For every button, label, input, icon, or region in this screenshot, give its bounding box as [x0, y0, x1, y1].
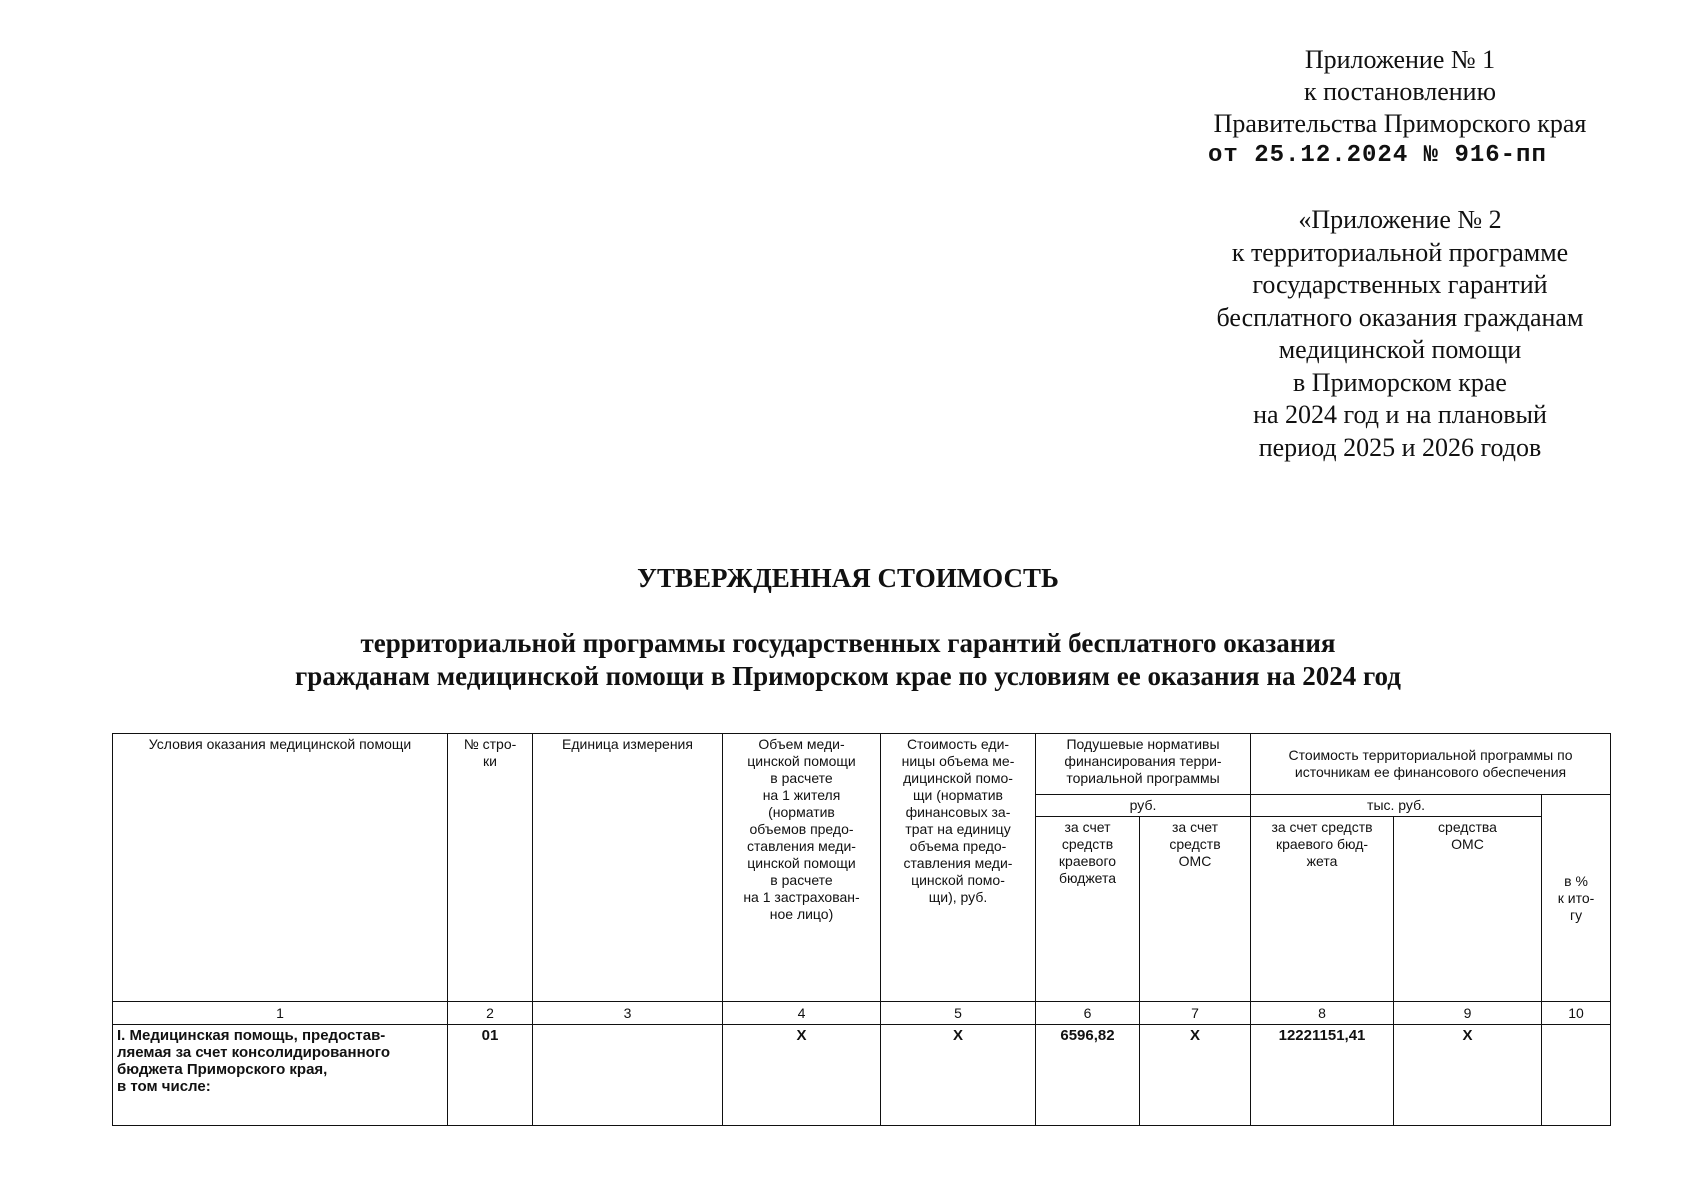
subtitle-line: гражданам медицинской помощи в Приморском крае по условиям ее оказания на 2024 год	[295, 661, 1401, 691]
header-unit: Единица измерения	[533, 734, 723, 1002]
column-number: 8	[1251, 1002, 1394, 1025]
document-subtitle	[200, 627, 1496, 693]
column-numbers-row	[113, 1002, 1611, 1025]
column-number: 10	[1542, 1002, 1611, 1025]
header-per-capita-oms: за счет средств ОМС	[1140, 817, 1251, 1002]
resolution-date-number: от 25.12.2024 № 916-пп	[1208, 142, 1547, 169]
column-number: 2	[448, 1002, 533, 1025]
cell-row-number: 01	[448, 1025, 533, 1126]
subtitle-line: территориальной программы государственных гарантий бесплатного оказания	[360, 628, 1336, 658]
cell-cost-budget: 12221151,41	[1251, 1025, 1394, 1126]
appendix2-line: к территориальной программе	[1231, 237, 1569, 267]
column-number: 6	[1036, 1002, 1140, 1025]
appendix2-line: период 2025 и 2026 годов	[1258, 432, 1542, 462]
header-conditions: Условия оказания медицинской помощи	[113, 734, 448, 1002]
cell-per-capita-budget: 6596,82	[1036, 1025, 1140, 1126]
appendix2-line: государственных гарантий	[1252, 270, 1548, 299]
header-cost-oms: средства ОМС	[1394, 817, 1542, 1002]
table-row	[113, 1025, 1611, 1126]
appendix2-line: в Приморском крае	[1293, 367, 1507, 397]
cell-per-capita-oms: Х	[1140, 1025, 1251, 1126]
column-number: 5	[881, 1002, 1036, 1025]
appendix-line: Приложение № 1	[1304, 45, 1496, 74]
header-row-number: № стро- ки	[448, 734, 533, 1002]
cell-unit-cost: Х	[881, 1025, 1036, 1126]
appendix-line: к постановлению	[1303, 77, 1497, 106]
header-unit-cost: Стоимость еди- ницы объема ме- дицинской помо- щи (норматив финансовых за- трат на единицу объема предо- ставления меди- цинской помо- щи), руб.	[881, 734, 1036, 1002]
column-number: 7	[1140, 1002, 1251, 1025]
cell-percent	[1542, 1025, 1611, 1126]
header-per-capita-group: Подушевые нормативы финансирования терри- ториальной программы	[1036, 734, 1251, 795]
header-unit-rub: руб.	[1036, 795, 1251, 817]
header-volume: Объем меди- цинской помощи в расчете на 1 жителя (норматив объемов предо- ставления меди- цинской помощи в расчете на 1 застрахован- ное лицо)	[723, 734, 881, 1002]
column-number: 3	[533, 1002, 723, 1025]
column-number: 9	[1394, 1002, 1542, 1025]
appendix-line: Правительства Приморского края	[1213, 109, 1587, 138]
appendix-header	[1180, 44, 1620, 172]
appendix2-line: «Приложение № 2	[1298, 205, 1502, 234]
table-header-row	[113, 734, 1611, 795]
cost-table	[112, 733, 1611, 1126]
column-number: 1	[113, 1002, 448, 1025]
column-number: 4	[723, 1002, 881, 1025]
header-program-cost-group: Стоимость территориальной программы по источникам ее финансового обеспечения	[1251, 734, 1611, 795]
document-title: УТВЕРЖДЕННАЯ СТОИМОСТЬ	[637, 563, 1059, 593]
appendix2-line: бесплатного оказания гражданам	[1216, 302, 1584, 332]
cell-condition: I. Медицинская помощь, предостав- ляемая за счет консолидированного бюджета Приморского края, в том числе:	[113, 1025, 448, 1126]
appendix2-header	[1180, 204, 1620, 464]
header-per-capita-budget: за счет средств краевого бюджета	[1036, 817, 1140, 1002]
appendix2-line: на 2024 год и на плановый	[1253, 400, 1547, 429]
cell-volume: Х	[723, 1025, 881, 1126]
cell-cost-oms: Х	[1394, 1025, 1542, 1126]
header-unit-thousand-rub: тыс. руб.	[1251, 795, 1542, 817]
header-cost-budget: за счет средств краевого бюд- жета	[1251, 817, 1394, 1002]
appendix2-line: медицинской помощи	[1278, 335, 1522, 364]
header-percent: в % к ито- гу	[1542, 795, 1611, 1002]
cell-unit	[533, 1025, 723, 1126]
